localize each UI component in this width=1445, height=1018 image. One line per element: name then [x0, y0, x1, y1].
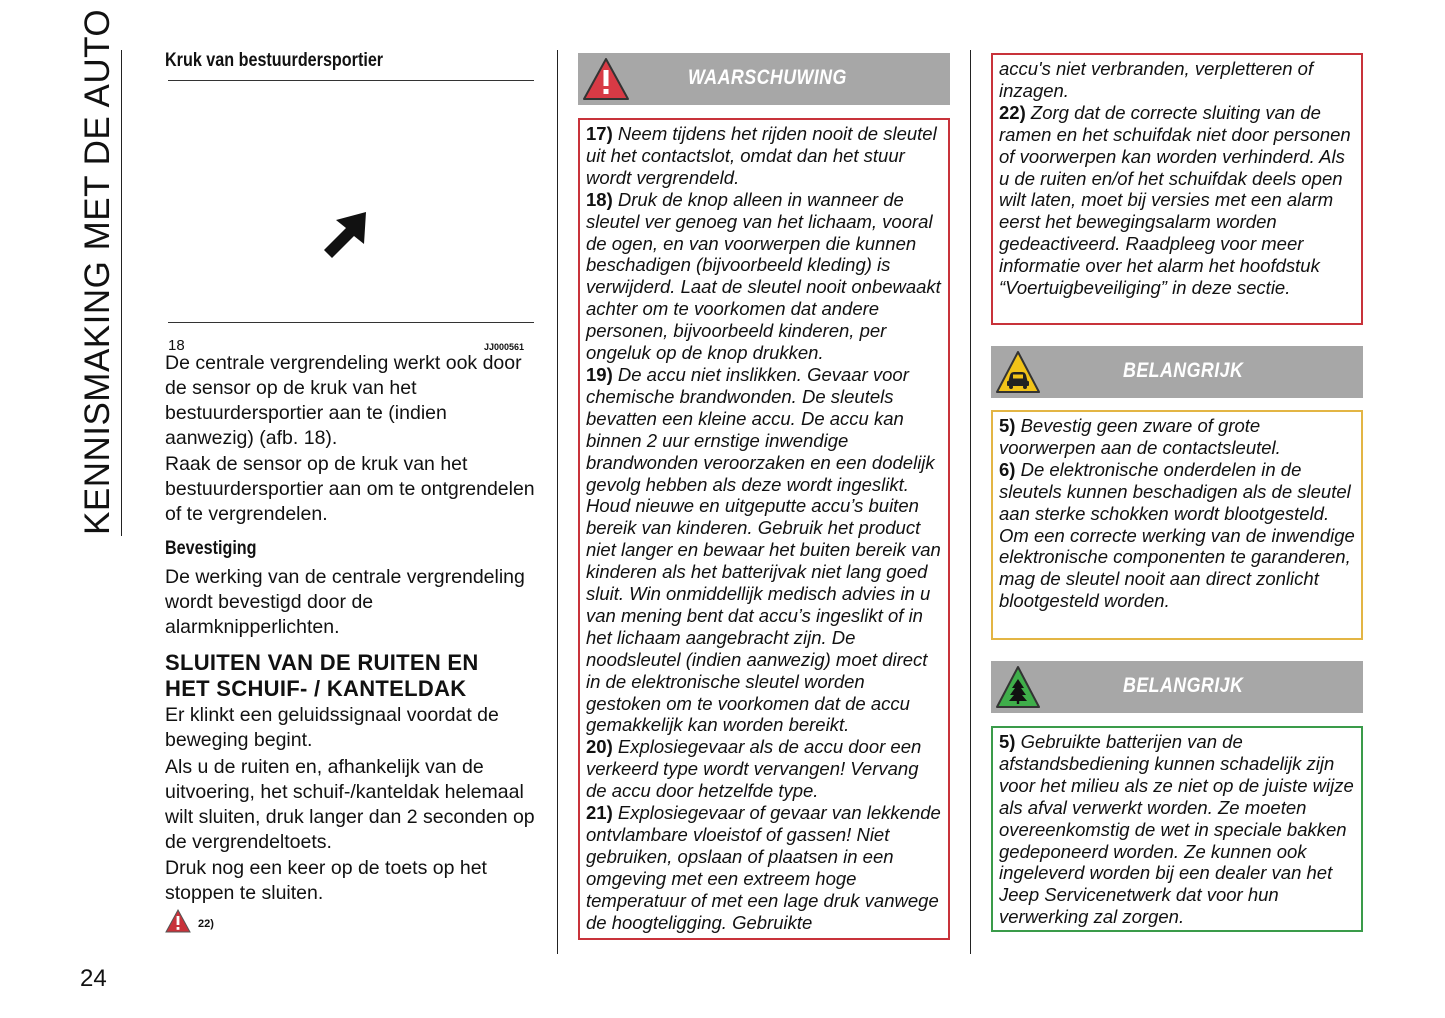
important-item-6: 6) De elektronische onderdelen in de sleutels kunnen beschadigen als de sleutel aan sterke schokken wordt blootgesteld. Om een correcte werking van de inwendige elektronische componenten te garanderen, mag de sleutel nooit aan direct zonlicht blootgesteld worden. — [999, 458, 1355, 612]
important-item-5: 5) Bevestig geen zware of grote voorwerpen aan de contactsleutel. — [999, 415, 1281, 458]
warning-continuation: accu's niet verbranden, verpletteren of inzagen. — [999, 58, 1314, 101]
column-divider-2 — [970, 50, 971, 954]
heading-rule — [168, 80, 534, 81]
warning-banner — [578, 53, 950, 105]
warning-banner-label: WAARSCHUWING — [688, 66, 847, 89]
environment-banner-label: BELANGRIJK — [1123, 674, 1244, 697]
important-banner — [991, 346, 1363, 398]
warning-item-20: 20) Explosiegevaar als de accu door een verkeerd type wordt vervangen! Vervang de accu door hetzelfde type. — [586, 736, 922, 802]
important-box — [991, 410, 1363, 640]
figure-number: 18 — [168, 337, 185, 354]
chapter-title: KENNISMAKING MET DE AUTO — [78, 8, 117, 535]
figure-rule — [168, 322, 534, 323]
important-banner-label: BELANGRIJK — [1123, 359, 1244, 382]
environment-item-5: 5) Gebruikte batterijen van de afstandsbediening kunnen schadelijk zijn voor het milieu als ze niet op de juiste wijze als afval verwerkt worden. Ze moeten overeenkomstig de wet in speciale bakken gedeponeerd worden. Ze kunnen ook ingeleverd worden bij een dealer van het Jeep Servicenetwerk dat voor hun verwerking zal zorgen. — [999, 731, 1354, 928]
paragraph-sensor: De centrale vergrendeling werkt ook door de sensor op de kruk van het bestuurdersportier aan te (indien aanwezig) (afb. 18). — [165, 352, 522, 449]
warning-box — [578, 118, 950, 940]
tree-environment-icon — [995, 665, 1041, 709]
warning-box-continued — [991, 53, 1363, 325]
section-heading-windows-line1: SLUITEN VAN DE RUITEN EN — [165, 650, 479, 675]
paragraph-stop-closing: Druk nog een keer op de toets op het stoppen te sluiten. — [165, 857, 487, 904]
car-caution-icon — [995, 350, 1041, 394]
warning-reference: 22) — [198, 918, 214, 930]
section-heading-door-handle: Kruk van bestuurdersportier — [165, 50, 384, 71]
section-heading-windows-line2: HET SCHUIF- / KANTELDAK — [165, 676, 467, 701]
warning-item-18: 18) Druk de knop alleen in wanneer de sleutel ver genoeg van het lichaam, vooral de ogen, en van voorwerpen die kunnen beschadigen (bijvoorbeeld kleding) is verwijderd. Laat de sleutel nooit onbewaakt achter om te voorkomen dat andere personen, bijvoorbeeld kinderen, per ongeluk op de knop drukken. — [586, 188, 941, 364]
warning-item-19: 19) De accu niet inslikken. Gevaar voor chemische brandwonden. De sleutels bevatten een kleine accu. De accu kan binnen 2 uur ernstige inwendige brandwonden veroorzaken en een dodelijk gevolg hebben als deze wordt ingeslikt. Houd nieuwe en uitgeputte accu’s buiten bereik van kinderen. Gebruik het product niet langer en bewaar het buiten bereik van kinderen als het batterijvak niet lang goed sluit. Win onmiddellijk medisch advies in u van mening bent dat accu’s ingeslikt of in het lichaam aangebracht zijn. De noodsleutel (indien aanwezig) moet direct in de elektronische sleutel worden gestoken om te voorkomen dat de accu gemakkelijk kan worden bereikt. — [586, 363, 941, 736]
environment-banner — [991, 661, 1363, 713]
chapter-divider — [121, 50, 122, 536]
warning-triangle-icon — [165, 909, 191, 933]
column-divider-1 — [557, 50, 558, 954]
paragraph-sound-signal: Er klinkt een geluidssignaal voordat de beweging begint. — [165, 704, 499, 751]
warning-triangle-icon — [582, 57, 630, 101]
warning-item-22: 22) Zorg dat de correcte sluiting van de ramen en het schuifdak niet door personen of voorwerpen kan worden verhinderd. Als u de ruiten en/of het schuifdak deels open wilt laten, moet bij versies met een alarm eerst het bewegingsalarm worden gedeactiveerd. Raadpleeg voor meer informatie over het alarm het hoofdstuk “Voertuigbeveiliging” in deze sectie. — [999, 101, 1351, 299]
environment-box — [991, 726, 1363, 932]
paragraph-touch-sensor: Raak de sensor op de kruk van het bestuurdersportier aan om te ontgrendelen of te vergrendelen. — [165, 453, 535, 525]
page-number: 24 — [80, 965, 107, 992]
paragraph-close-windows: Als u de ruiten en, afhankelijk van de uitvoering, het schuif-/kanteldak helemaal wilt sluiten, druk langer dan 2 seconden op de vergrendeltoets. — [165, 756, 535, 853]
warning-item-21: 21) Explosiegevaar of gevaar van lekkende ontvlambare vloeistof of gassen! Niet gebruiken, opslaan of plaatsen in een omgeving met een extreem hoge temperatuur of met een lage druk vanwege de hoogteligging. Gebruikte — [586, 802, 941, 933]
warning-item-17: 17) Neem tijdens het rijden nooit de sleutel uit het contactslot, omdat dan het stuur wordt vergrendeld. — [586, 123, 937, 188]
paragraph-confirmation: De werking van de centrale vergrendeling wordt bevestigd door de alarmknipperlichten. — [165, 566, 525, 638]
figure-code: JJ000561 — [484, 342, 525, 352]
arrow-icon — [318, 208, 374, 260]
sub-heading-confirmation: Bevestiging — [165, 538, 257, 559]
